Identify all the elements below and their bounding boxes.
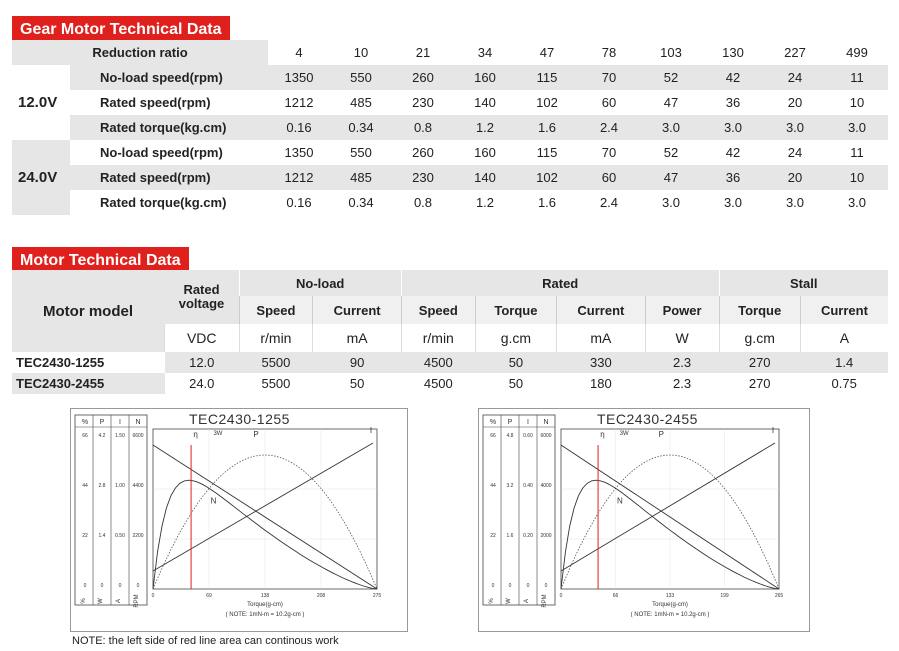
ratio-cell: 78 xyxy=(601,45,617,60)
current-label: I xyxy=(369,426,373,435)
gear-value-cell: 3.0 xyxy=(785,195,805,210)
scale-value: 1.50 xyxy=(115,433,125,439)
unit-cell: W xyxy=(645,324,719,352)
ratio-cell: 499 xyxy=(846,45,868,60)
speed-label: N xyxy=(210,496,217,506)
gear-value-cell: 42 xyxy=(702,65,764,90)
eta-label: η xyxy=(600,430,605,439)
scale-header: % xyxy=(489,419,497,426)
gear-value-cell: 0.16 xyxy=(286,195,312,210)
x-axis-label: Torque(g-cm) xyxy=(247,602,283,608)
scale-header: N xyxy=(543,419,549,426)
gear-value-cell: 3.0 xyxy=(826,115,888,140)
gear-row-label: Rated torque(kg.cm) xyxy=(70,115,268,140)
motor-value-cell: 5500 xyxy=(261,376,291,391)
gear-value-cell: 0.8 xyxy=(392,115,454,140)
gear-row-label: Rated speed(rpm) xyxy=(100,95,211,110)
gear-row-label: Rated speed(rpm) xyxy=(70,165,268,190)
gear-value-cell: 2.4 xyxy=(599,195,619,210)
gear-row-label: No-load speed(rpm) xyxy=(100,145,223,160)
scale-value: 44 xyxy=(490,483,496,489)
sub-header: Current xyxy=(800,296,888,324)
gear-value-cell: 230 xyxy=(412,95,434,110)
motor-value-cell: 2.3 xyxy=(645,352,719,373)
motor-value-cell: 270 xyxy=(748,376,771,391)
gear-value-cell: 24 xyxy=(787,145,803,160)
scale-value: 6000 xyxy=(540,433,552,439)
gear-row xyxy=(12,65,888,90)
scale-value: 0 xyxy=(118,583,122,589)
gear-value-cell: 550 xyxy=(330,65,392,90)
gear-row xyxy=(12,140,888,165)
gear-value-cell: 3.0 xyxy=(847,195,867,210)
motor-row xyxy=(12,352,888,373)
unit-note: ( NOTE: 1mN-m = 10.2g-cm ) xyxy=(225,612,305,618)
gear-row xyxy=(12,90,888,115)
gear-value-cell: 11 xyxy=(850,145,864,160)
gear-value-cell: 47 xyxy=(640,165,702,190)
unit-cell: r/min xyxy=(401,324,475,352)
scale-value: 0 xyxy=(136,583,140,589)
motor-value-cell: 1.4 xyxy=(800,352,888,373)
scale-value: 22 xyxy=(490,533,496,539)
x-axis-label: Torque(g-cm) xyxy=(652,602,688,608)
gear-value-cell: 60 xyxy=(601,95,617,110)
gear-value-cell: 2.4 xyxy=(578,115,640,140)
motor-value-cell: 50 xyxy=(475,352,556,373)
ratio-cell: 227 xyxy=(784,45,806,60)
scale-bottom-label: A xyxy=(116,598,122,604)
unit-cell: VDC xyxy=(165,324,240,352)
scale-value: 6600 xyxy=(132,433,144,439)
scale-bottom-label: % xyxy=(489,598,495,604)
unit-cell: g.cm xyxy=(475,324,556,352)
gear-value-cell: 36 xyxy=(702,165,764,190)
gear-value-cell: 60 xyxy=(578,165,640,190)
gear-value-cell: 160 xyxy=(474,145,496,160)
x-tick-label: 199 xyxy=(720,593,729,599)
x-tick-label: 69 xyxy=(206,593,212,599)
scale-value: 0 xyxy=(526,583,530,589)
scale-value: 66 xyxy=(490,433,496,439)
gear-value-cell: 230 xyxy=(392,165,454,190)
gear-row xyxy=(12,115,888,140)
scale-bottom-label: % xyxy=(81,598,87,604)
noload-header: No-load xyxy=(239,270,401,296)
power-label: P xyxy=(253,430,259,439)
x-tick-label: 138 xyxy=(260,593,270,599)
gear-value-cell: 1.2 xyxy=(454,115,516,140)
gear-value-cell: 102 xyxy=(536,95,558,110)
x-tick-label: 208 xyxy=(316,593,326,599)
motor-row xyxy=(12,373,888,394)
motor-value-cell: 4500 xyxy=(401,352,475,373)
power-label: P xyxy=(658,430,664,439)
x-tick-label: 0 xyxy=(559,593,563,599)
scale-value: 0 xyxy=(544,583,548,589)
scale-bottom-label: A xyxy=(524,598,530,604)
gear-value-cell: 3.0 xyxy=(640,115,702,140)
ratio-cell: 34 xyxy=(477,45,493,60)
gear-value-cell: 11 xyxy=(826,65,888,90)
gear-value-cell: 52 xyxy=(640,65,702,90)
x-tick-label: 265 xyxy=(774,593,784,599)
current-curve xyxy=(561,443,775,571)
motor-value-cell: 5500 xyxy=(239,352,313,373)
gear-value-cell: 20 xyxy=(787,95,803,110)
gear-value-cell: 0.16 xyxy=(268,115,330,140)
motor-value-cell: 90 xyxy=(313,352,402,373)
chart-tec2430-2455 xyxy=(478,408,810,632)
gear-row-label: No-load speed(rpm) xyxy=(70,65,268,90)
sub-header: Torque xyxy=(475,296,556,324)
rated-3w-label: 3W xyxy=(619,431,629,437)
scale-bottom-label: W xyxy=(506,598,512,604)
gear-title-banner: Gear Motor Technical Data xyxy=(12,16,230,44)
scale-value: 4000 xyxy=(540,483,552,489)
scale-value: 44 xyxy=(82,483,88,489)
gear-value-cell: 140 xyxy=(454,165,516,190)
gear-value-cell: 3.0 xyxy=(764,115,826,140)
gear-value-cell: 485 xyxy=(330,165,392,190)
gear-value-cell: 1.2 xyxy=(475,195,495,210)
scale-value: 66 xyxy=(82,433,88,439)
scale-value: 0.20 xyxy=(523,533,533,539)
sub-header: Torque xyxy=(719,296,800,324)
motor-value-cell: 2.3 xyxy=(673,376,692,391)
scale-value: 4.2 xyxy=(98,433,106,439)
scale-value: 3.2 xyxy=(506,483,514,489)
ratio-cell: 103 xyxy=(660,45,682,60)
scale-value: 2000 xyxy=(540,533,552,539)
motor-data-table xyxy=(12,270,888,394)
ratio-cell: 4 xyxy=(295,45,303,60)
scale-value: 0 xyxy=(100,583,104,589)
rated-header: Rated xyxy=(401,270,719,296)
motor-value-cell: 270 xyxy=(719,352,800,373)
chart-plot xyxy=(71,409,407,631)
gear-value-cell: 260 xyxy=(392,65,454,90)
motor-value-cell: 50 xyxy=(349,376,365,391)
scale-header: P xyxy=(507,419,513,426)
gear-value-cell: 70 xyxy=(578,65,640,90)
speed-label: N xyxy=(616,496,623,506)
scale-value: 22 xyxy=(82,533,88,539)
current-curve xyxy=(153,443,373,571)
sub-header: Speed xyxy=(239,296,313,324)
gear-value-cell: 3.0 xyxy=(702,115,764,140)
motor-value-cell: 0.75 xyxy=(831,376,857,391)
x-tick-label: 133 xyxy=(665,593,675,599)
gear-value-cell: 485 xyxy=(350,95,372,110)
scale-header: I xyxy=(527,419,529,426)
ratio-cell: 47 xyxy=(539,45,555,60)
gear-value-cell: 70 xyxy=(601,145,617,160)
gear-value-cell: 3.0 xyxy=(661,195,681,210)
motor-model-name: TEC2430-2455 xyxy=(12,373,165,394)
scale-value: 4.8 xyxy=(506,433,514,439)
sub-header: Speed xyxy=(401,296,475,324)
scale-bottom-label: RPM xyxy=(134,594,140,608)
gear-value-cell: 140 xyxy=(474,95,496,110)
gear-value-cell: 20 xyxy=(764,165,826,190)
x-tick-label: 275 xyxy=(372,593,382,599)
gear-value-cell: 1212 xyxy=(284,95,314,110)
gear-value-cell: 52 xyxy=(663,145,679,160)
gear-value-cell: 1350 xyxy=(268,65,330,90)
gear-value-cell: 1.6 xyxy=(516,115,578,140)
reduction-ratio-label: Reduction ratio xyxy=(12,40,268,65)
gear-value-cell: 42 xyxy=(725,145,741,160)
gear-value-cell: 24 xyxy=(764,65,826,90)
gear-value-cell: 550 xyxy=(350,145,372,160)
gear-value-cell: 1212 xyxy=(268,165,330,190)
scale-value: 0 xyxy=(83,583,87,589)
gear-value-cell: 1350 xyxy=(284,145,314,160)
rated-voltage-header: Rated voltage xyxy=(165,270,240,324)
chart-tec2430-1255 xyxy=(70,408,408,632)
voltage-label: 12.0V xyxy=(12,65,70,140)
gear-row xyxy=(12,190,888,215)
chart-title: TEC2430-2455 xyxy=(597,411,698,427)
gear-data-table xyxy=(12,40,888,215)
scale-value: 2.8 xyxy=(98,483,106,489)
gear-value-cell: 10 xyxy=(826,165,888,190)
gear-row-label: Rated torque(kg.cm) xyxy=(100,195,227,210)
gear-value-cell: 160 xyxy=(454,65,516,90)
unit-cell: mA xyxy=(557,324,646,352)
stall-header: Stall xyxy=(719,270,888,296)
x-tick-label: 66 xyxy=(612,593,619,599)
scale-value: 0 xyxy=(491,583,495,589)
continuous-work-note: NOTE: the left side of red line area can continous work xyxy=(72,635,339,647)
gear-value-cell: 3.0 xyxy=(723,195,743,210)
gear-value-cell: 260 xyxy=(412,145,434,160)
reduction-ratio-row xyxy=(12,40,888,65)
unit-cell: A xyxy=(800,324,888,352)
eta-label: η xyxy=(193,430,198,439)
gear-value-cell: 47 xyxy=(663,95,679,110)
scale-value: 0.40 xyxy=(523,483,533,489)
chart-plot xyxy=(479,409,809,631)
gear-value-cell: 0.34 xyxy=(348,195,374,210)
scale-value: 2200 xyxy=(132,533,144,539)
gear-row xyxy=(12,165,888,190)
voltage-label: 24.0V xyxy=(12,140,70,215)
ratio-cell: 21 xyxy=(415,45,431,60)
motor-value-cell: 4500 xyxy=(423,376,453,391)
motor-value-cell: 50 xyxy=(508,376,524,391)
scale-bottom-label: W xyxy=(98,598,104,604)
gear-value-cell: 0.34 xyxy=(330,115,392,140)
rated-3w-label: 3W xyxy=(213,431,223,437)
gear-value-cell: 0.8 xyxy=(413,195,433,210)
sub-header: Current xyxy=(313,296,402,324)
scale-value: 0.50 xyxy=(115,533,125,539)
unit-note: ( NOTE: 1mN-m = 10.2g-cm ) xyxy=(630,612,710,618)
scale-value: 1.4 xyxy=(98,533,106,539)
scale-header: I xyxy=(119,419,121,426)
scale-header: % xyxy=(81,419,89,426)
gear-value-cell: 10 xyxy=(849,95,865,110)
scale-value: 1.6 xyxy=(506,533,514,539)
scale-value: 0.60 xyxy=(523,433,533,439)
scale-bottom-label: RPM xyxy=(542,594,548,608)
motor-value-cell: 12.0 xyxy=(165,352,240,373)
unit-cell: g.cm xyxy=(719,324,800,352)
unit-cell: mA xyxy=(313,324,402,352)
motor-value-cell: 24.0 xyxy=(189,376,215,391)
x-tick-label: 0 xyxy=(151,593,155,599)
motor-value-cell: 330 xyxy=(557,352,646,373)
scale-header: P xyxy=(99,419,105,426)
scale-value: 1.00 xyxy=(115,483,125,489)
motor-value-cell: 180 xyxy=(590,376,612,391)
current-label: I xyxy=(771,426,775,435)
ratio-cell: 10 xyxy=(353,45,369,60)
unit-cell: r/min xyxy=(239,324,313,352)
scale-value: 0 xyxy=(508,583,512,589)
motor-title-banner: Motor Technical Data xyxy=(12,247,189,275)
motor-model-name: TEC2430-1255 xyxy=(16,355,105,370)
gear-value-cell: 36 xyxy=(725,95,741,110)
ratio-cell: 130 xyxy=(722,45,744,60)
sub-header: Power xyxy=(645,296,719,324)
chart-title: TEC2430-1255 xyxy=(189,411,290,427)
gear-value-cell: 1.6 xyxy=(537,195,557,210)
gear-value-cell: 102 xyxy=(516,165,578,190)
gear-value-cell: 115 xyxy=(536,145,558,160)
model-header: Motor model xyxy=(12,270,165,352)
scale-value: 4400 xyxy=(132,483,144,489)
scale-header: N xyxy=(135,419,141,426)
gear-value-cell: 115 xyxy=(516,65,578,90)
sub-header: Current xyxy=(557,296,646,324)
